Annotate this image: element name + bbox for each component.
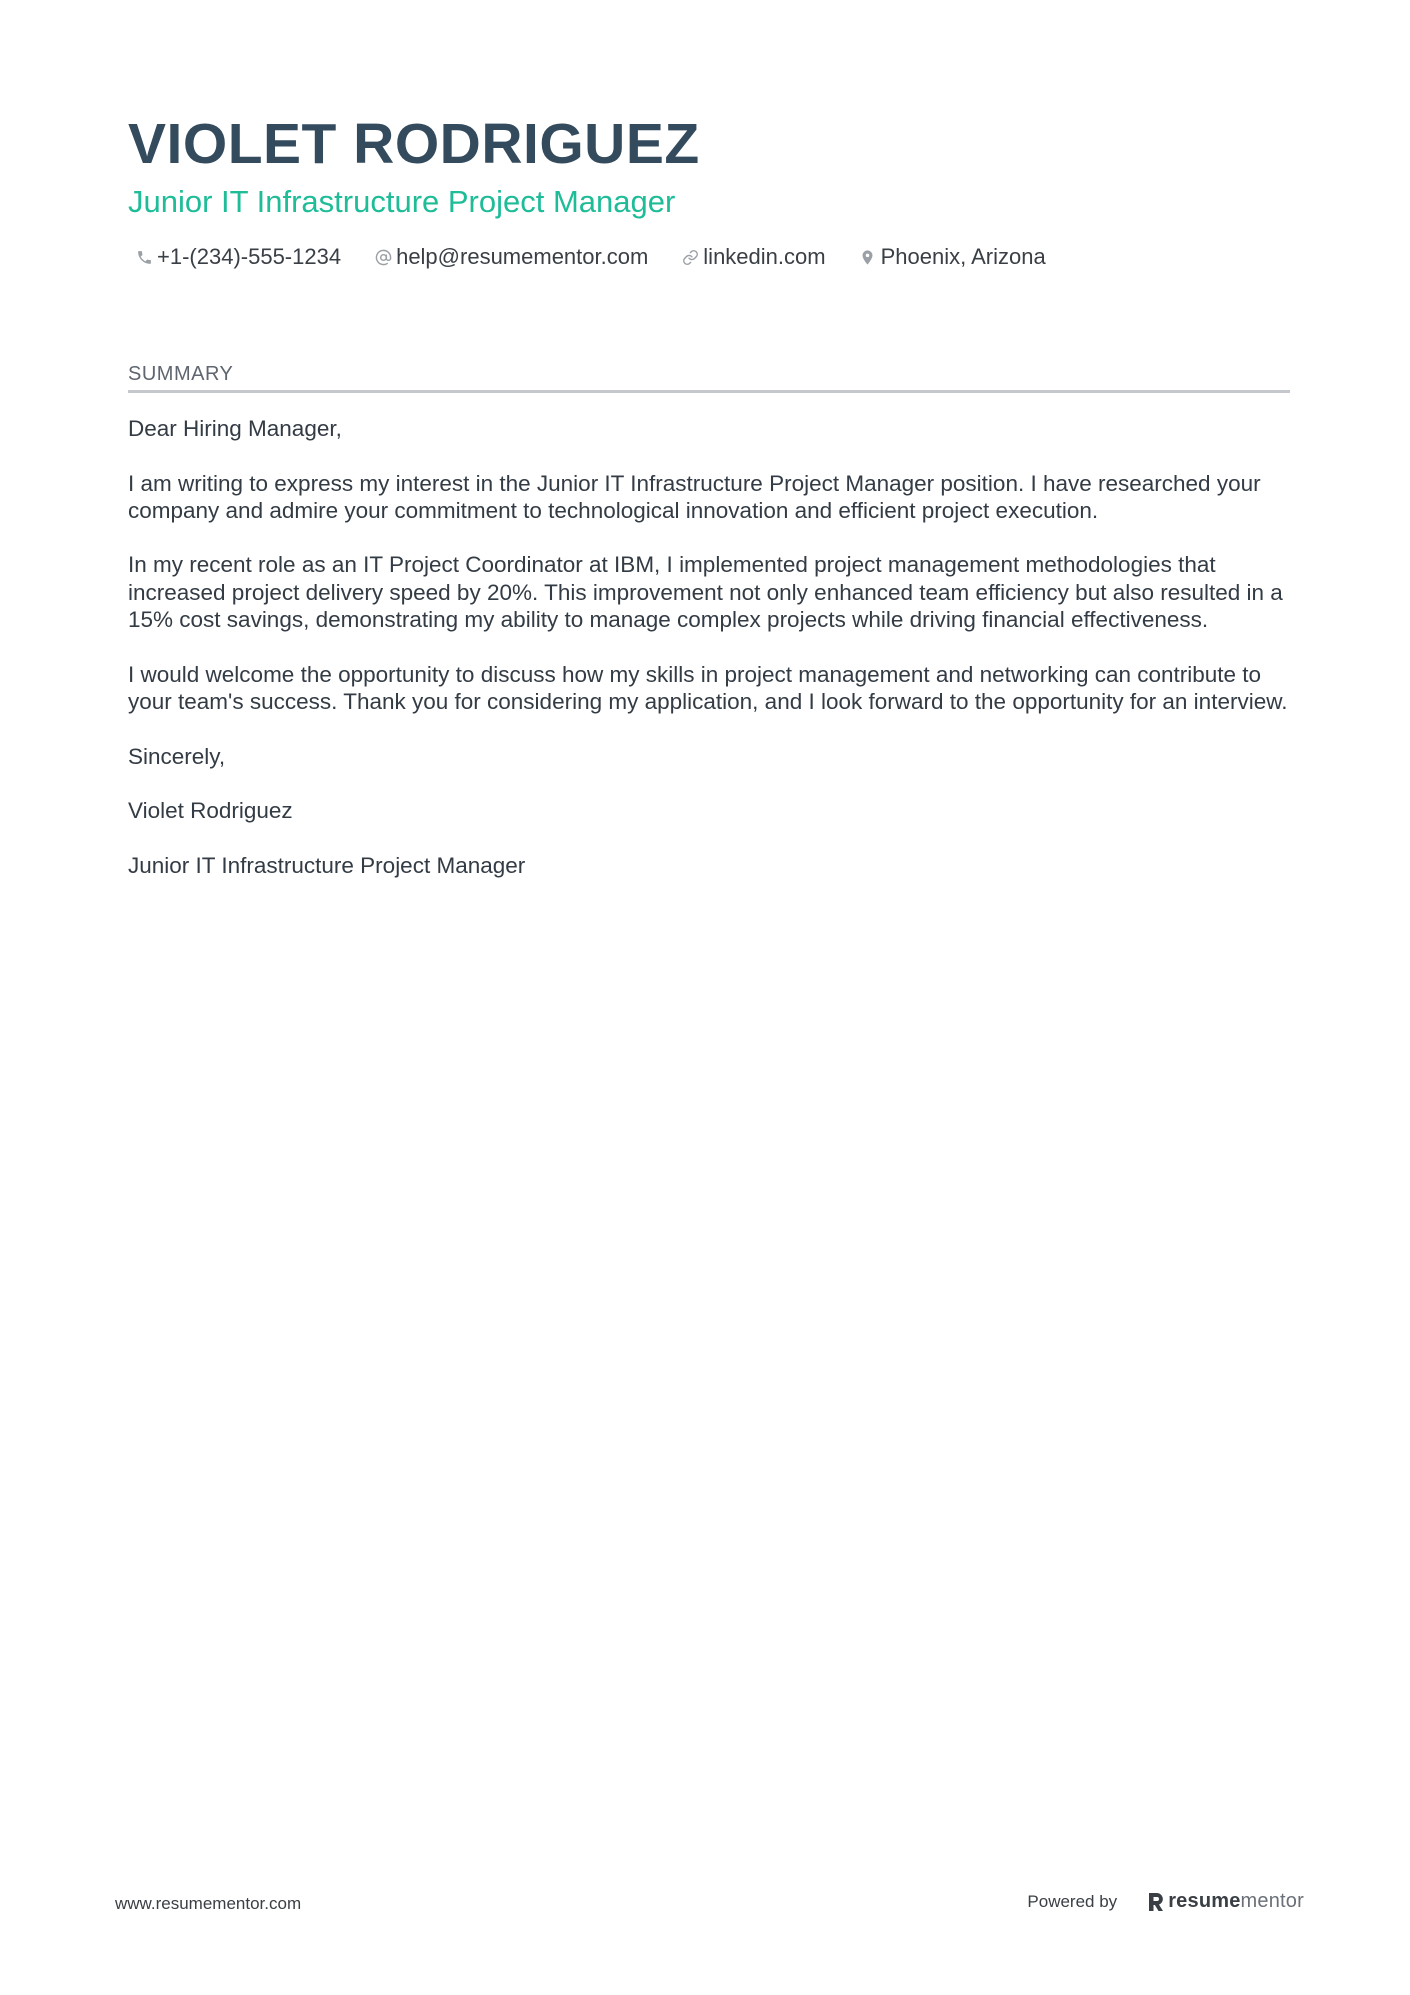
contact-bar <box>128 242 1290 272</box>
email-text[interactable]: help@resumementor.com <box>396 244 649 269</box>
phone-icon <box>134 247 154 267</box>
footer-branding <box>1027 1890 1304 1913</box>
logo-text-light: mentor <box>1240 1890 1304 1912</box>
contact-website[interactable] <box>674 242 825 272</box>
contact-location <box>852 242 1046 272</box>
section-heading: SUMMARY <box>128 360 1290 393</box>
resumementor-logo-icon <box>1147 1891 1165 1913</box>
salutation: Dear Hiring Manager, <box>128 416 342 441</box>
candidate-name: VIOLET RODRIGUEZ <box>128 112 700 176</box>
letter-body <box>128 415 1290 879</box>
signature-title: Junior IT Infrastructure Project Manager <box>128 852 526 878</box>
resumementor-logo[interactable] <box>1147 1890 1304 1913</box>
map-pin-icon <box>858 247 878 267</box>
powered-by-label: Powered by <box>1027 1891 1118 1911</box>
logo-text-bold: resume <box>1168 1890 1241 1912</box>
closing: Sincerely, <box>128 743 226 769</box>
signature-name: Violet Rodriguez <box>128 798 293 824</box>
contact-phone <box>128 242 341 272</box>
location-text: Phoenix, Arizona <box>880 244 1046 269</box>
link-icon <box>680 247 700 267</box>
letter-paragraph: I would welcome the opportunity to discuss how my skills in project management and networking can contribute to your team's success. Thank you for considering my application, and I look forward to the opportunity for an interview. <box>128 661 1288 714</box>
header <box>128 110 1290 272</box>
letter-paragraph: I am writing to express my interest in the Junior IT Infrastructure Project Manager position. I have researched your company and admire your commitment to technological innovation and efficient project execution. <box>128 470 1261 523</box>
summary-section <box>128 360 1290 906</box>
footer-website[interactable]: www.resumementor.com <box>115 1894 302 1913</box>
contact-email[interactable] <box>367 242 648 272</box>
at-sign-icon <box>373 247 393 267</box>
job-title: Junior IT Infrastructure Project Manager <box>128 184 676 219</box>
website-text[interactable]: linkedin.com <box>703 244 826 269</box>
phone-text: +1-(234)-555-1234 <box>157 244 342 269</box>
letter-paragraph: In my recent role as an IT Project Coordinator at IBM, I implemented project management methodologies that increased project delivery speed by 20%. This improvement not only enhanced team efficiency but also resulted in a 15% cost savings, demonstrating my ability to manage complex projects while driving financial effectiveness. <box>128 552 1283 633</box>
